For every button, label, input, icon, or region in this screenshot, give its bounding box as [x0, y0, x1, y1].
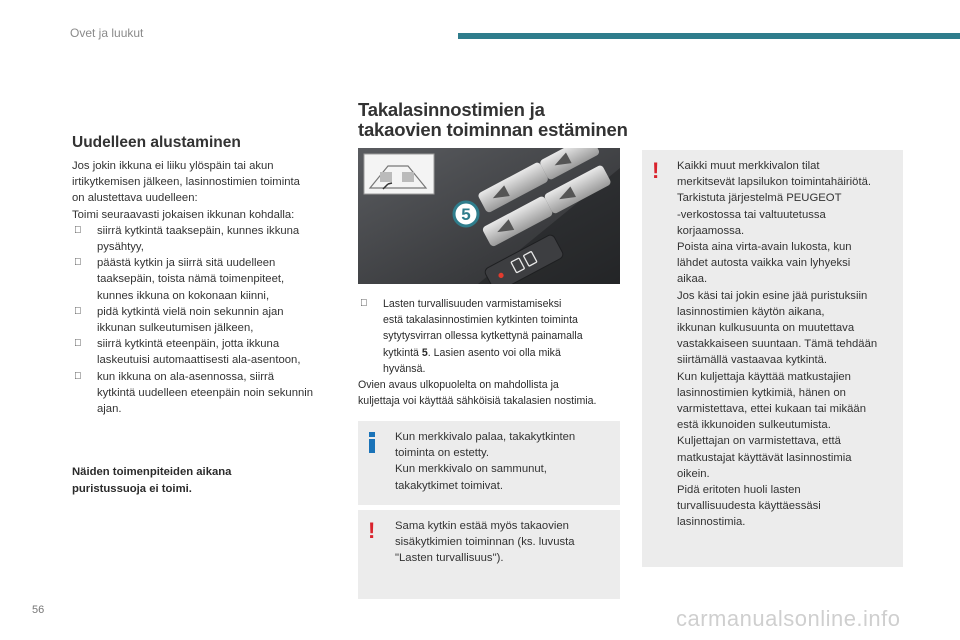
- heading-child-lock: Takalasinnostimien ja takaovien toiminnan estäminen: [358, 99, 628, 140]
- list-item: kun ikkuna on ala-asennossa, siirrä kytkintä uudelleen eteenpäin noin sekunnin ajan.: [97, 370, 314, 416]
- heading-reinitialization: Uudelleen alustaminen: [72, 134, 241, 151]
- warning-note-box: [358, 510, 620, 599]
- note-line: lasinnostimia.: [677, 516, 746, 529]
- list-item: pidä kytkintä vielä noin sekunnin ajan ikkunan sulkeutumisen jälkeen,: [97, 305, 284, 335]
- warning-icon: !: [652, 158, 660, 183]
- note-line: turvallisuudesta käyttäessäsi: [677, 500, 821, 513]
- note-line: matkustajat käyttävät lasinnostimia: [677, 451, 852, 464]
- list-item: siirrä kytkintä eteenpäin, jotta ikkuna laskeutuisi automaattisesti ala-asentoon,: [97, 338, 301, 367]
- note-line: Pidä eritoten huoli lasten: [677, 484, 801, 497]
- warning-note-text: [677, 158, 899, 531]
- note-line: oikein.: [677, 467, 710, 480]
- note-line: korjaamossa.: [677, 224, 745, 237]
- intro-line: on alustettava uudelleen:: [72, 192, 198, 205]
- list-item: Lasten turvallisuuden varmistamiseksi estä takalasinnostimien kytkinten toiminta sytytysvirran ollessa kytkettynä painamalla kytkintä 5. Lasien asento voi olla mikä hyvänsä.: [383, 298, 583, 375]
- list-item: siirrä kytkintä taaksepäin, kunnes ikkuna pysähtyy,: [97, 224, 300, 254]
- note-line: -verkostossa tai valtuutetussa: [677, 208, 826, 221]
- note-line: lähdet autosta vaikka vain lyhyeksi: [677, 257, 851, 270]
- section-title: Ovet ja luukut: [70, 26, 144, 40]
- page-number: 56: [32, 604, 45, 616]
- note-line: Poista aina virta-avain lukosta, kun: [677, 241, 852, 254]
- door-switch-illustration: [358, 148, 620, 284]
- callout-number: 5: [461, 205, 471, 224]
- section-accent-bar: [458, 33, 960, 39]
- note-line: lasinnostimien kytkimiä, hänen on: [677, 386, 846, 399]
- note-line: Kaikki muut merkkivalon tilat: [677, 160, 820, 172]
- safety-bold-note: Näiden toimenpiteiden aikana puristussuoja ei toimi.: [72, 466, 232, 495]
- warning-note-text: Sama kytkin estää myös takaovien sisäkytkimien toiminnan (ks. luvusta "Lasten turvallisuus").: [395, 520, 575, 565]
- reinit-text: [72, 158, 340, 417]
- note-line: vastakkaiseen suuntaan. Tämä tehdään: [677, 338, 878, 351]
- note-line: Kun kuljettaja käyttää matkustajien: [677, 370, 851, 383]
- note-line: aikaa.: [677, 273, 708, 286]
- child-lock-text: Lasten turvallisuuden varmistamiseksi estä takalasinnostimien kytkinten toiminta sytytysvirran ollessa kytkettynä painamalla kytkintä 5. Lasien asento voi olla mikä hyvänsä. Ovien avaus ulkopuolelta on mahdollista ja kuljettaja voi käyttää sähköisiä takalasien nostimia.: [358, 296, 620, 409]
- info-icon: [369, 432, 375, 453]
- note-line: Tarkistuta järjestelmä PEUGEOT: [677, 192, 842, 205]
- note-line: ikkunan kulkusuunta on muutettava: [677, 322, 855, 335]
- warning-note-box-right: [642, 150, 903, 567]
- warning-icon: !: [368, 518, 376, 543]
- note-line: merkitsevät lapsilukon toimintahäiriötä.: [677, 176, 872, 189]
- note-line: Kuljettajan on varmistettava, että: [677, 435, 841, 448]
- door-panel-photo: [358, 148, 620, 284]
- intro-line: Toimi seuraavasti jokaisen ikkunan kohdalla:: [72, 208, 295, 221]
- info-note-text: Kun merkkivalo palaa, takakytkinten toiminta on estetty. Kun merkkivalo on sammunut, takakytkimet toimivat.: [395, 431, 576, 492]
- note-line: varmistettava, ettei kukaan tai mikään: [677, 403, 866, 416]
- watermark: carmanualsonline.info: [676, 606, 901, 631]
- note-line: siirtämällä vastaavaa kytkintä.: [677, 354, 828, 367]
- intro-line: Jos jokin ikkuna ei liiku ylöspäin tai akun: [72, 160, 274, 172]
- info-note-box: [358, 421, 620, 505]
- note-line: Jos käsi tai jokin esine jää puristuksiin: [677, 289, 868, 302]
- intro-line: irtikytkemisen jälkeen, lasinnostimien toiminta: [72, 176, 300, 189]
- note-line: estä ikkunoiden sulkeutumista.: [677, 419, 831, 432]
- list-item: päästä kytkin ja siirrä sitä uudelleen taaksepäin, toista nämä toimenpiteet, kunnes ikkuna on kokonaan kiinni,: [97, 257, 285, 302]
- note-line: lasinnostimien käytön aikana,: [677, 305, 825, 318]
